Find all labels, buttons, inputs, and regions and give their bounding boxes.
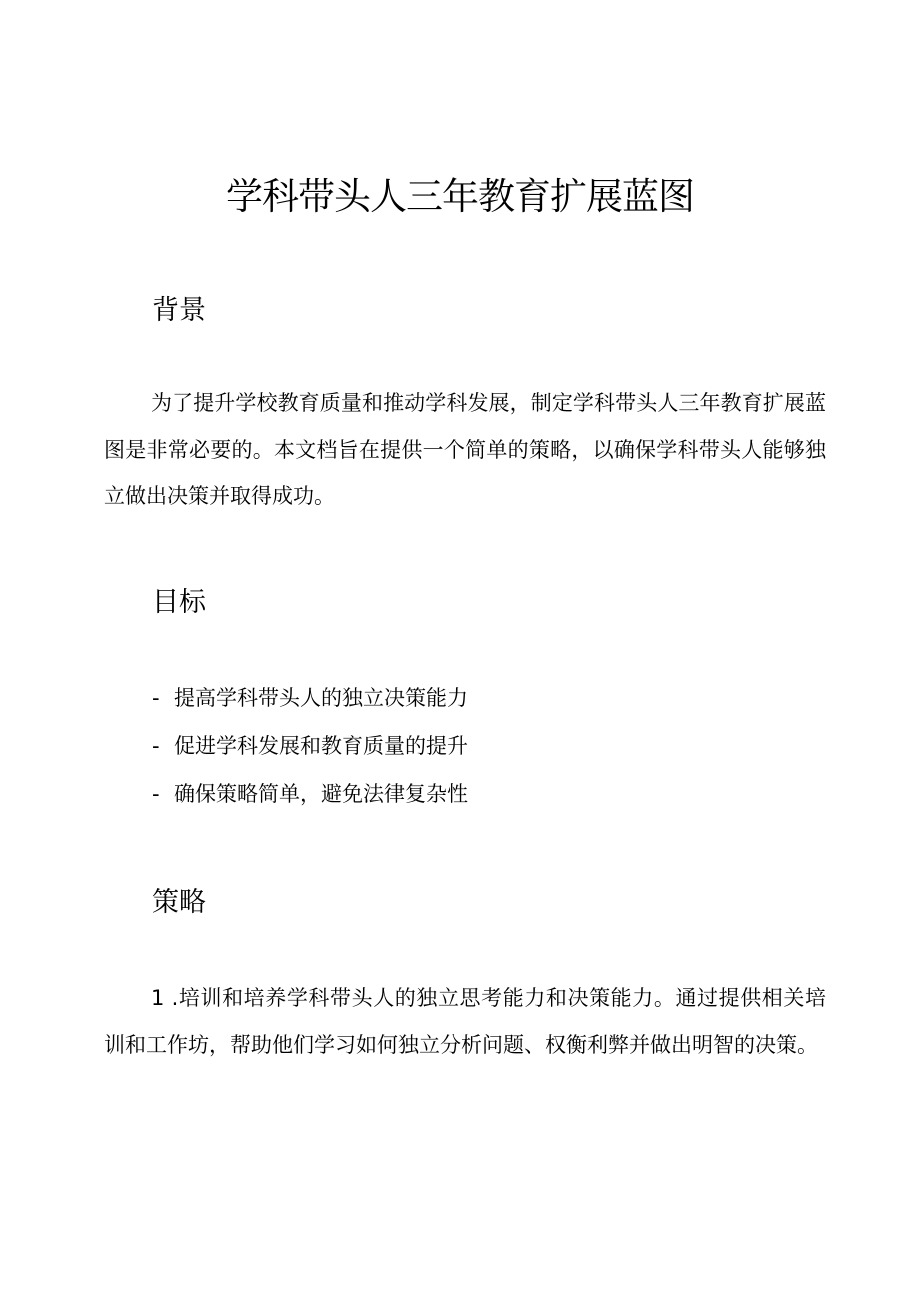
goal-item <box>152 674 468 722</box>
bullet-dash: - <box>152 686 160 710</box>
goal-item <box>152 770 468 818</box>
background-paragraph: 为了提升学校教育质量和推动学科发展，制定学科带头人三年教育扩展蓝图是非常必要的。本文档旨在提供一个简单的策略，以确保学科带头人能够独立做出决策并取得成功。 <box>104 391 826 508</box>
goal-item-text: 确保策略简单，避免法律复杂性 <box>174 782 468 806</box>
section-heading-strategy: 策略 <box>152 887 206 918</box>
bullet-dash: - <box>152 734 160 758</box>
section-heading-background: 背景 <box>152 295 206 326</box>
section-heading-goals: 目标 <box>152 587 206 618</box>
bullet-dash: - <box>152 782 160 806</box>
strategy-paragraph: 1 .培训和培养学科带头人的独立思考能力和决策能力。通过提供相关培训和工作坊，帮助他们学习如何独立分析问题、权衡利弊并做出明智的决策。 <box>104 986 826 1057</box>
document-title: 学科带头人三年教育扩展蓝图 <box>226 175 694 218</box>
goal-item <box>152 722 468 770</box>
goals-list <box>152 674 468 818</box>
goal-item-text: 提高学科带头人的独立决策能力 <box>174 686 468 710</box>
goal-item-text: 促进学科发展和教育质量的提升 <box>174 734 468 758</box>
